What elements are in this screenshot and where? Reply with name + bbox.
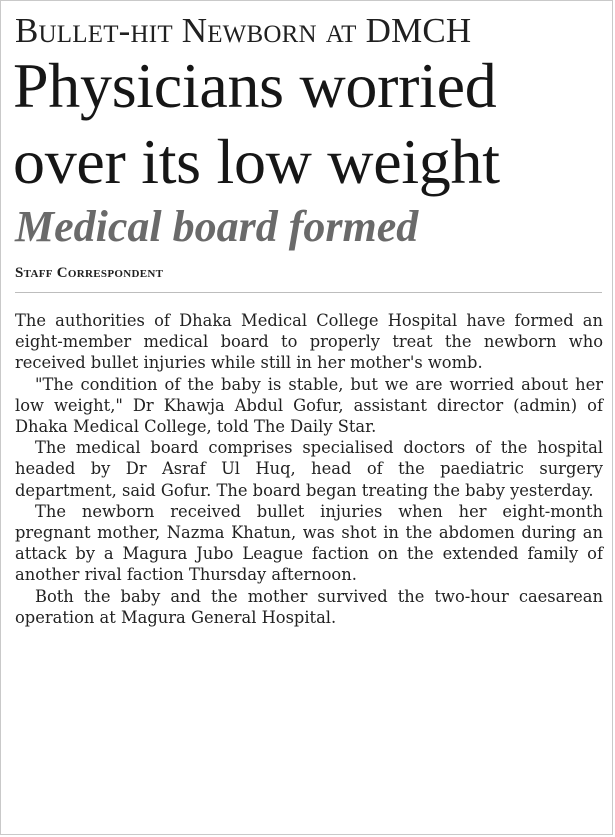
article-body	[15, 310, 603, 628]
body-paragraph-2: "The condition of the baby is stable, but we are worried about her low weight," Dr Khawja Abdul Gofur, assistant director (admin) of Dhaka Medical College, told The Daily Star.	[15, 374, 603, 437]
body-paragraph-3: The medical board comprises specialised doctors of the hospital headed by Dr Asraf Ul Huq, head of the paediatric surgery department, said Gofur. The board began treating the baby yesterday.	[15, 438, 603, 500]
byline-divider	[15, 292, 602, 293]
article-headline	[13, 48, 611, 200]
headline-line-2: over its low weight	[13, 126, 500, 197]
body-paragraph-5: Both the baby and the mother survived the two-hour caesarean operation at Magura General Hospital.	[15, 586, 603, 627]
body-paragraph-1: The authorities of Dhaka Medical College Hospital have formed an eight-member medical board to properly treat the newborn who received bullet injuries while still in her mother's womb.	[15, 311, 603, 373]
headline-line-1: Physicians worried	[13, 50, 497, 121]
article-kicker: Bullet-hit Newborn at DMCH	[15, 11, 472, 50]
article-byline: Staff Correspondent	[15, 265, 164, 281]
body-paragraph-4: The newborn received bullet injuries when her eight-month pregnant mother, Nazma Khatun, was shot in the abdomen during an attack by a Magura Jubo League faction on the extended family of another rival faction Thursday afternoon.	[15, 501, 603, 585]
article-subheadline: Medical board formed	[15, 202, 419, 251]
